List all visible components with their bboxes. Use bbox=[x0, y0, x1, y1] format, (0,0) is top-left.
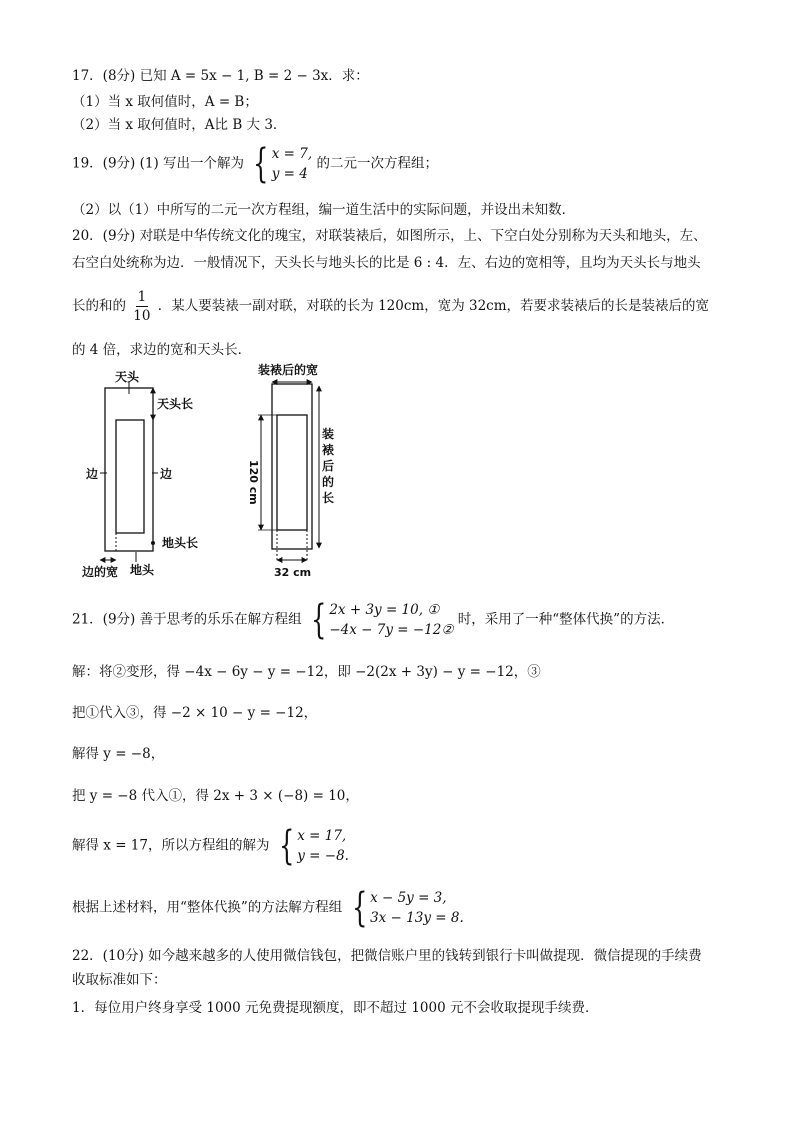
q21-head-text: 21．(9分) 善于思考的乐乐在解方程组 bbox=[72, 611, 302, 628]
q21-solution bbox=[274, 823, 349, 869]
fraction-one-tenth bbox=[133, 288, 150, 325]
left-brace-icon: { bbox=[253, 141, 269, 187]
left-brace-icon: { bbox=[310, 597, 327, 643]
left-brace-icon: { bbox=[278, 823, 295, 869]
label-bian-left: 边 bbox=[86, 467, 99, 481]
svg-text:装: 装 bbox=[322, 427, 335, 441]
frac-num: 1 bbox=[137, 289, 147, 305]
q21-step1: 解：将②变形，得 −4x − 6y − y = −12，即 −2(2x + 3y) − y = −12，③ bbox=[72, 664, 541, 680]
q17-head: 17．(8分) 已知 A = 5x − 1, B = 2 − 3x．求： bbox=[72, 68, 369, 84]
label-ditou: 地头 bbox=[130, 563, 155, 577]
q21-step6 bbox=[72, 885, 464, 931]
q21-step6-text: 根据上述材料，用“整体代换”的方法解方程组 bbox=[72, 899, 343, 916]
q21-head bbox=[72, 597, 675, 643]
q21-sol1: x = 17, bbox=[297, 828, 347, 844]
q19-system bbox=[248, 141, 313, 187]
q20-line3b: ．某人要装裱一副对联，对联的长为 120cm，宽为 32cm，若要求装裱后的长是装裱后的宽 bbox=[157, 298, 710, 314]
svg-text:的: 的 bbox=[322, 475, 335, 489]
label-32cm: 32 cm bbox=[274, 566, 312, 579]
q20-line2: 右空白处统称为边．一般情况下，天头长与地头长的比是 6 : 4．左、右边的宽相等，且均为天头长与地头 bbox=[72, 255, 701, 271]
q17-part1: （1）当 x 取何值时，A = B； bbox=[72, 94, 258, 110]
q21-sol2: y = −8. bbox=[297, 848, 349, 864]
right-outer-frame bbox=[272, 384, 312, 549]
q21-exercise-system bbox=[347, 885, 464, 931]
left-inner-couplet bbox=[116, 420, 144, 533]
q20-line3a: 长的和的 bbox=[72, 298, 126, 314]
label-120cm: 120 cm bbox=[247, 460, 260, 505]
q22-line2: 收取标准如下： bbox=[72, 972, 167, 988]
q20-line3 bbox=[72, 288, 709, 325]
q21-step3: 解得 y = −8， bbox=[72, 746, 165, 762]
q21-system bbox=[306, 597, 454, 643]
frac-den: 10 bbox=[133, 308, 151, 324]
q19-eq1: x = 7, bbox=[271, 146, 313, 162]
q21-eq1: 2x + 3y = 10, ① bbox=[329, 602, 440, 618]
svg-text:后: 后 bbox=[322, 459, 335, 473]
label-mounted-width: 装裱后的宽 bbox=[258, 363, 319, 377]
q21-step5 bbox=[72, 823, 349, 869]
q19-tail: 的二元一次方程组； bbox=[316, 155, 438, 172]
couplet-diagram bbox=[78, 360, 348, 585]
q19-eq2: y = 4 bbox=[271, 166, 308, 182]
q22-line1: 22．(10分) 如今越来越多的人使用微信钱包，把微信账户里的钱转到银行卡叫做提现．微信提现的手续费 bbox=[72, 948, 702, 964]
left-brace-icon: { bbox=[351, 885, 367, 931]
q21-step4: 把 y = −8 代入①，得 2x + 3 × (−8) = 10， bbox=[72, 788, 359, 804]
q22-line3: 1．每位用户终身享受 1000 元免费提现额度，即不超过 1000 元不会收取提现手续费． bbox=[72, 1000, 599, 1016]
label-ditou-len: 地头长 bbox=[162, 536, 199, 550]
svg-text:长: 长 bbox=[322, 491, 335, 505]
label-tiantou-len: 天头长 bbox=[157, 397, 194, 411]
label-bian-width: 边的宽 bbox=[82, 565, 119, 579]
svg-text:裱: 裱 bbox=[322, 443, 335, 457]
q21-ex1: x − 5y = 3, bbox=[370, 890, 447, 906]
right-inner-couplet bbox=[277, 415, 307, 530]
label-tiantou: 天头 bbox=[115, 370, 140, 384]
label-bian-right: 边 bbox=[160, 467, 173, 481]
q19-head-text: 19．(9分) (1) 写出一个解为 bbox=[72, 155, 245, 172]
q21-tail: 时，采用了一种“整体代换”的方法． bbox=[457, 611, 675, 628]
q20-line4: 的 4 倍，求边的宽和天头长． bbox=[72, 342, 252, 358]
q21-step2: 把①代入③，得 −2 × 10 − y = −12， bbox=[72, 705, 318, 721]
label-mounted-length bbox=[322, 426, 334, 505]
q20-line1: 20．(9分) 对联是中华传统文化的瑰宝，对联装裱后，如图所示，上、下空白处分别称为天头和地头，左、 bbox=[72, 228, 707, 244]
q19-part2: （2）以（1）中所写的二元一次方程组，编一道生活中的实际问题，并设出未知数． bbox=[72, 202, 576, 218]
q21-ex2: 3x − 13y = 8. bbox=[370, 910, 464, 926]
q21-step5-text: 解得 x = 17，所以方程组的解为 bbox=[72, 837, 270, 854]
q19-head bbox=[72, 141, 438, 187]
left-outer-frame bbox=[105, 388, 153, 551]
q21-eq2: −4x − 7y = −12② bbox=[329, 622, 454, 638]
q17-part2: （2）当 x 取何值时，A比 B 大 3． bbox=[72, 117, 287, 133]
